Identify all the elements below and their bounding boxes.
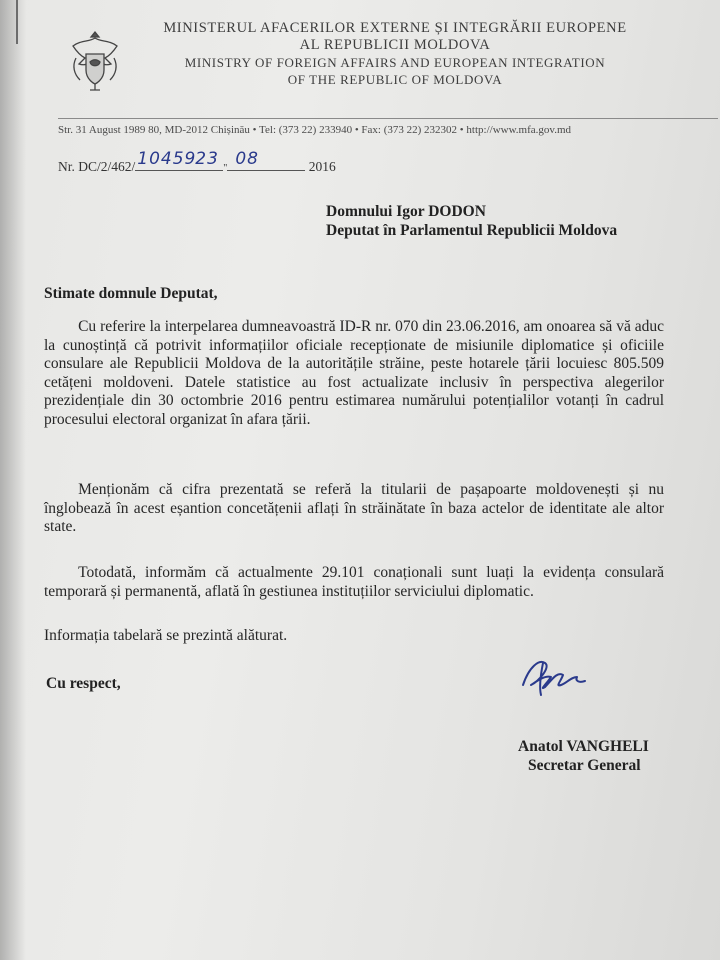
signer-title: Secretar General: [528, 757, 641, 774]
reference-day-blank: [193, 149, 223, 171]
reference-year: 2016: [308, 159, 336, 174]
page-shadow: [0, 0, 26, 960]
ministry-en-line1: MINISTRY OF FOREIGN AFFAIRS AND EUROPEAN INTEGRATION: [184, 55, 606, 70]
handwritten-day: 23: [195, 149, 219, 169]
ministry-en-line2: OF THE REPUBLIC OF MOLDOVA: [287, 72, 503, 87]
handwritten-number: 10459: [137, 149, 197, 169]
signer: [518, 737, 649, 775]
coat-of-arms-icon: [68, 28, 122, 98]
reference-number-blank: [135, 149, 197, 171]
paragraph-2: Menționăm că cifra prezentată se referă la titularii de pașapoarte moldovenești și nu înglobează în acest eșantion concetățenii aflați în străinătate în baza actelor de identitate ale altor state.: [44, 481, 664, 535]
reference-prefix: Nr. DC/2/462/: [58, 159, 136, 174]
ministry-header: [160, 20, 630, 88]
paragraph-3: Totodată, informăm că actualmente 29.101 conaționali sunt luați la evidența consulară temporară și permanentă, aflată în gestiunea instituțiilor serviciului diplomatic.: [44, 564, 664, 600]
signer-name: Anatol VANGHELI: [518, 738, 649, 755]
handwritten-month: 08: [235, 149, 259, 169]
ministry-ro-line2: AL REPUBLICII MOLDOVA: [299, 37, 491, 53]
address-line: Str. 31 August 1989 80, MD-2012 Chișinău • Tel: (373 22) 233940 • Fax: (373 22) 232302 • http://www.mfa.gov.md: [58, 118, 718, 136]
reference-separator: ": [223, 163, 228, 174]
salutation: Stimate domnule Deputat,: [44, 285, 218, 302]
binder-mark: [6, 0, 18, 44]
addressee-line2: Deputat în Parlamentul Republicii Moldova: [326, 222, 618, 239]
reference-number: [58, 149, 336, 175]
addressee-line1: Domnului Igor DODON: [326, 203, 486, 220]
paragraph-1: Cu referire la interpelarea dumneavoastră ID-R nr. 070 din 23.06.2016, am onoarea să vă aduc la cunoștință că potrivit informațiilor oficiale recepționate de misiunile diplomatice și oficiile consulare ale Republicii Moldova de la autoritățile străine, peste hotarele țării locuiesc 805.509 cetățeni moldoveni. Datele statistice au fost actualizate inclusiv în perspectiva alegerilor prezidențiale din 30 octombrie 2016 pentru estimarea numărului potențialilor votanți în cadrul procesului electoral organizat în afara țării.: [44, 318, 664, 428]
reference-month-blank: [227, 149, 305, 171]
addressee: [326, 202, 617, 240]
ministry-ro-line1: MINISTERUL AFACERILOR EXTERNE ȘI INTEGRĂRII EUROPENE: [163, 20, 627, 36]
signature-icon: [515, 655, 605, 700]
paragraph-4: Informația tabelară se prezintă alăturat.: [44, 627, 288, 644]
closing: Cu respect,: [46, 675, 121, 692]
